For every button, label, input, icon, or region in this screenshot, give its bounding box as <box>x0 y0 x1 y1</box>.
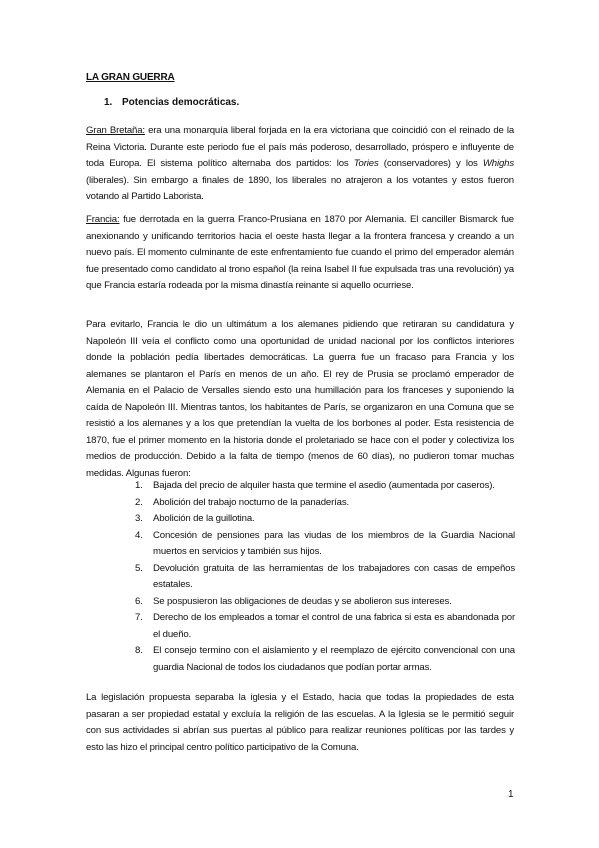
list-item-number: 3. <box>135 513 143 524</box>
list-item-text: El consejo termino con el aislamiento y el reemplazo de ejército convencional con una guardia Nacional de todos los ciudadanos que podían portar armas. <box>153 645 515 673</box>
list-item <box>131 610 515 643</box>
list-item-number: 2. <box>135 496 143 508</box>
measures-list <box>131 478 515 676</box>
list-item-number: 8. <box>135 645 143 656</box>
list-item-text: Devolución gratuita de las herramientas de los trabajadores con casas de empeños estatales. <box>153 562 515 590</box>
list-item-text: Abolición de la guillotina. <box>153 513 255 524</box>
document-title: LA GRAN GUERRA <box>86 72 175 83</box>
tories-term: Tories <box>353 158 379 169</box>
page-number: 1 <box>508 789 514 800</box>
list-item <box>131 511 515 528</box>
gran-bretana-label: Gran Bretaña: <box>86 125 145 136</box>
list-item-text: Bajada del precio de alquiler hasta que termine el asedio (aumentada por caseros). <box>153 480 495 491</box>
list-item-number: 4. <box>135 529 143 541</box>
list-item <box>131 528 515 561</box>
list-item-number: 1. <box>135 480 143 491</box>
list-item <box>131 643 515 676</box>
list-item <box>131 594 515 611</box>
list-item-text: Abolición del trabajo nocturno de la panaderías. <box>153 496 350 508</box>
list-item <box>131 495 515 512</box>
section-heading <box>104 97 239 108</box>
list-item-text: Derecho de los empleados a tomar el control de una fabrica si esta es abandonada por el dueño. <box>153 612 515 640</box>
paragraph-text: (conservadores) y los <box>378 158 483 169</box>
paragraph-comuna: Para evitarlo, Francia le dio un ultimátum a los alemanes pidiendo que retiraran su candidatura y Napoleón III veía el conflicto como una oportunidad de unidad nacional por los conflictos interiores donde la población pedía libertades democráticas. La guerra fue un fracaso para Francia y los alemanes se plantaron el París en menos de un año. El rey de Prusia se proclamó emperador de Alemania en el Palacio de Versalles siendo esto una humillación para los franceses y suponiendo la caída de Napoleón III. Mientras tantos, los habitantes de París, se organizaron en una Comuna que se resistió a los alemanes y a los que pretendían la vuelta de los borbones al poder. Esta resistencia de 1870, fue el primer momento en la historia donde el proletariado se hace con el poder y colectiviza los medios de producción. Debido a la falta de tiempo (menos de 60 días), no pudieron tomar muchas medidas. Algunas fueron: <box>86 319 514 479</box>
list-item-number: 7. <box>135 612 143 623</box>
list-item-text: Se pospusieron las obligaciones de deudas y se abolieron sus intereses. <box>153 595 452 607</box>
paragraph-text: era una monarquía liberal forjada en la era victoriana que coincidió con el reinado de la Reina Victoria. Durante este periodo fue el país más poderoso, desarrollado, próspero e influyente de toda Europa. El sistema político alternaba dos partidos: los <box>86 125 515 169</box>
list-item-number: 5. <box>135 562 143 574</box>
section-number: 1. <box>104 97 113 108</box>
francia-label: Francia: <box>86 214 120 225</box>
paragraph-gran-bretana <box>86 123 514 206</box>
list-item-text: Concesión de pensiones para las viudas de los miembros de la Guardia Nacional muertos en servicios y también sus hijos. <box>153 529 515 557</box>
whighs-term: Whighs <box>482 158 514 169</box>
list-item <box>131 561 515 594</box>
paragraph-text: fue derrotada en la guerra Franco-Prusiana en 1870 por Alemania. El canciller Bismarck fue anexionando y unificando territorios hacia el oeste hasta llegar a la frontera francesa y creando a un nuevo país. El momento culminante de este enfrentamiento fue cuando el primo del emperador alemán fue presentado como candidato al trono español (la reina Isabel II fue expulsada tras una revolución) ya que Francia estaría rodeada por la misma dinastía reinante si aquello ocurriese. <box>86 214 514 291</box>
paragraph-francia <box>86 212 514 295</box>
list-item-number: 6. <box>135 595 143 607</box>
paragraph-legislacion: La legislación propuesta separaba la iglesia y el Estado, hacia que todas la propiedades de esta pasaran a ser propiedad estatal y excluía la religión de las escuelas. A la Iglesia se le permitió seguir con sus actividades si abrían sus puertas al público para realizar reuniones políticas por las tardes y esto las hizo el principal centro político participativo de la Comuna. <box>86 692 514 753</box>
paragraph-text: (liberales). Sin embargo a finales de 1890, los liberales no atrajeron a los votantes y estos fueron votando al Partido Laborista. <box>86 174 514 202</box>
list-item <box>131 478 515 495</box>
section-heading-text: Potencias democráticas. <box>122 97 240 108</box>
